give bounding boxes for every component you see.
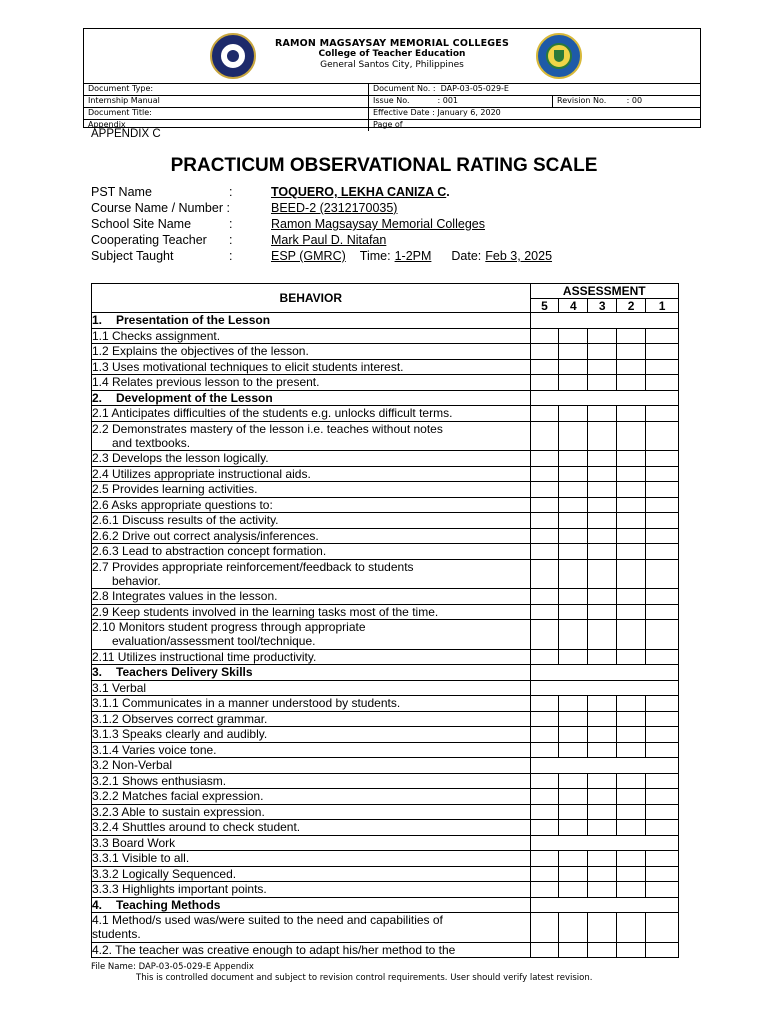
doc-type-value: Internship Manual <box>84 96 369 108</box>
rating-cell-2[interactable] <box>617 604 646 620</box>
rating-cell-4[interactable] <box>559 649 588 665</box>
rating-cell-1[interactable] <box>646 789 679 805</box>
rating-cell-5[interactable] <box>530 544 559 560</box>
rating-cell-4[interactable] <box>559 421 588 451</box>
scale-3-header: 3 <box>588 299 617 313</box>
rating-cell-3[interactable] <box>588 497 617 513</box>
subject-label: Subject Taught <box>91 249 174 263</box>
scale-2-header: 2 <box>617 299 646 313</box>
rating-cell-1[interactable] <box>646 451 679 467</box>
rating-cell-2[interactable] <box>617 913 646 943</box>
subsection-row: 3.3 Board Work <box>92 835 679 851</box>
scale-5-header: 5 <box>530 299 559 313</box>
rating-cell-3[interactable] <box>588 359 617 375</box>
section-title: Presentation of the Lesson <box>116 313 271 327</box>
section-title: Teachers Delivery Skills <box>116 665 253 679</box>
table-row: 3.2.4 Shuttles around to check student. <box>92 820 679 836</box>
rating-cell-1[interactable] <box>646 942 679 958</box>
course-value: BEED-2 (2312170035) <box>271 201 398 215</box>
effective-date-value: : January 6, 2020 <box>432 108 501 117</box>
rating-cell-5[interactable] <box>530 727 559 743</box>
rating-cell-3[interactable] <box>588 451 617 467</box>
rating-cell-2[interactable] <box>617 559 646 589</box>
date-label: Date: <box>451 249 482 263</box>
subsection-row: 3.1 Verbal <box>92 680 679 696</box>
course-label: Course Name / Number : <box>91 201 230 215</box>
rating-cell-5[interactable] <box>530 804 559 820</box>
course-row <box>91 200 552 216</box>
revision-cell: Revision No. : 00 <box>553 96 701 108</box>
rating-cell-4[interactable] <box>559 742 588 758</box>
rating-cell-2[interactable] <box>617 804 646 820</box>
rating-cell-4[interactable] <box>559 482 588 498</box>
rating-cell-5[interactable] <box>530 820 559 836</box>
rating-cell-2[interactable] <box>617 942 646 958</box>
rating-cell-3[interactable] <box>588 773 617 789</box>
doc-title-label: Document Title: <box>84 108 369 120</box>
rating-cell-3[interactable] <box>588 620 617 650</box>
table-row: 2.4 Utilizes appropriate instructional aids. <box>92 466 679 482</box>
rating-cell-1[interactable] <box>646 851 679 867</box>
rating-cell-2[interactable] <box>617 696 646 712</box>
rating-cell-3[interactable] <box>588 711 617 727</box>
table-row: 4.2. The teacher was creative enough to adapt his/her method to the <box>92 942 679 958</box>
rating-cell-2[interactable] <box>617 649 646 665</box>
rating-cell-4[interactable] <box>559 544 588 560</box>
rating-cell-3[interactable] <box>588 804 617 820</box>
rating-cell-4[interactable] <box>559 942 588 958</box>
rating-cell-5[interactable] <box>530 789 559 805</box>
rating-cell-4[interactable] <box>559 375 588 391</box>
rating-cell-2[interactable] <box>617 620 646 650</box>
rating-cell-5[interactable] <box>530 528 559 544</box>
rating-cell-2[interactable] <box>617 789 646 805</box>
rating-cell-4[interactable] <box>559 513 588 529</box>
pst-name-value: TOQUERO, LEKHA CANIZA C. <box>271 185 450 199</box>
effective-date-cell: Effective Date : January 6, 2020 <box>369 108 701 120</box>
rating-cell-2[interactable] <box>617 497 646 513</box>
rating-cell-4[interactable] <box>559 727 588 743</box>
appendix-label: APPENDIX C <box>91 128 161 140</box>
rating-cell-1[interactable] <box>646 497 679 513</box>
subject-value: ESP (GMRC) <box>271 249 346 263</box>
rating-cell-3[interactable] <box>588 328 617 344</box>
rating-cell-2[interactable] <box>617 589 646 605</box>
rating-cell-3[interactable] <box>588 696 617 712</box>
rating-cell-4[interactable] <box>559 866 588 882</box>
rating-cell-3[interactable] <box>588 851 617 867</box>
rating-cell-5[interactable] <box>530 328 559 344</box>
rating-cell-5[interactable] <box>530 711 559 727</box>
rating-cell-1[interactable] <box>646 882 679 898</box>
issue-cell: Issue No. : 001 <box>369 96 553 108</box>
rating-cell-1[interactable] <box>646 375 679 391</box>
rating-cell-1[interactable] <box>646 466 679 482</box>
rating-cell-4[interactable] <box>559 773 588 789</box>
rating-cell-3[interactable] <box>588 727 617 743</box>
rating-cell-4[interactable] <box>559 559 588 589</box>
table-row: 2.9 Keep students involved in the learning tasks most of the time. <box>92 604 679 620</box>
rating-cell-1[interactable] <box>646 406 679 422</box>
table-row: 3.2.3 Able to sustain expression. <box>92 804 679 820</box>
rating-cell-4[interactable] <box>559 344 588 360</box>
rating-cell-2[interactable] <box>617 451 646 467</box>
rating-cell-5[interactable] <box>530 942 559 958</box>
doc-title-value: Appendix <box>84 120 369 132</box>
rating-cell-1[interactable] <box>646 804 679 820</box>
page-title: PRACTICUM OBSERVATIONAL RATING SCALE <box>170 155 598 176</box>
document-meta-table <box>84 84 700 131</box>
scale-1-header: 1 <box>646 299 679 313</box>
rating-cell-4[interactable] <box>559 820 588 836</box>
school-row: School Site Name : Ramon Magsaysay Memorial Colleges <box>91 217 485 231</box>
institution-text <box>84 38 700 71</box>
rating-cell-5[interactable] <box>530 604 559 620</box>
rating-cell-2[interactable] <box>617 882 646 898</box>
rating-cell-3[interactable] <box>588 942 617 958</box>
rating-cell-2[interactable] <box>617 421 646 451</box>
table-row: 3.2.2 Matches facial expression. <box>92 789 679 805</box>
table-row: 2.6.3 Lead to abstraction concept formation. <box>92 544 679 560</box>
rating-cell-1[interactable] <box>646 773 679 789</box>
section-title: Teaching Methods <box>116 897 221 912</box>
rating-cell-2[interactable] <box>617 375 646 391</box>
rating-cell-3[interactable] <box>588 866 617 882</box>
revision-value: : 00 <box>626 96 643 105</box>
rating-cell-3[interactable] <box>588 742 617 758</box>
rating-cell-2[interactable] <box>617 344 646 360</box>
rating-cell-1[interactable] <box>646 620 679 650</box>
table-row: 2.6.1 Discuss results of the activity. <box>92 513 679 529</box>
table-row: 3.3.3 Highlights important points. <box>92 882 679 898</box>
rating-cell-2[interactable] <box>617 328 646 344</box>
rating-cell-3[interactable] <box>588 559 617 589</box>
rating-cell-5[interactable] <box>530 421 559 451</box>
rating-cell-3[interactable] <box>588 589 617 605</box>
rating-cell-4[interactable] <box>559 789 588 805</box>
table-row: 2.3 Develops the lesson logically. <box>92 451 679 467</box>
rating-cell-3[interactable] <box>588 406 617 422</box>
rating-cell-4[interactable] <box>559 328 588 344</box>
rating-cell-1[interactable] <box>646 544 679 560</box>
table-row: 2.2 Demonstrates mastery of the lesson i.e. teaches without notes and textbooks. <box>92 421 679 451</box>
rating-cell-4[interactable] <box>559 589 588 605</box>
rating-cell-2[interactable] <box>617 773 646 789</box>
table-row: 2.8 Integrates values in the lesson. <box>92 589 679 605</box>
section-row: 3. Teachers Delivery Skills <box>92 665 679 681</box>
rating-cell-4[interactable] <box>559 497 588 513</box>
rating-cell-1[interactable] <box>646 604 679 620</box>
table-row: 1.1 Checks assignment. <box>92 328 679 344</box>
coop-teacher-row: Cooperating Teacher : Mark Paul D. Nitafan <box>91 233 387 247</box>
rating-cell-4[interactable] <box>559 528 588 544</box>
rating-cell-1[interactable] <box>646 328 679 344</box>
rating-cell-2[interactable] <box>617 544 646 560</box>
rating-cell-1[interactable] <box>646 742 679 758</box>
rating-cell-2[interactable] <box>617 482 646 498</box>
table-row: 3.1.4 Varies voice tone. <box>92 742 679 758</box>
page-of-cell: Page of <box>369 120 701 132</box>
section-title: Development of the Lesson <box>116 390 273 405</box>
rating-cell-1[interactable] <box>646 820 679 836</box>
rating-cell-5[interactable] <box>530 559 559 589</box>
rating-cell-1[interactable] <box>646 727 679 743</box>
table-row: 3.3.2 Logically Sequenced. <box>92 866 679 882</box>
rating-cell-4[interactable] <box>559 466 588 482</box>
rating-cell-3[interactable] <box>588 913 617 943</box>
rating-cell-4[interactable] <box>559 696 588 712</box>
rating-cell-5[interactable] <box>530 620 559 650</box>
subsection-row: 3.2 Non-Verbal <box>92 758 679 774</box>
behavior-header: BEHAVIOR <box>92 284 531 313</box>
rating-cell-2[interactable] <box>617 528 646 544</box>
rating-cell-3[interactable] <box>588 375 617 391</box>
rating-cell-4[interactable] <box>559 913 588 943</box>
rating-cell-5[interactable] <box>530 451 559 467</box>
rating-cell-5[interactable] <box>530 589 559 605</box>
table-row: 3.1.1 Communicates in a manner understood by students. <box>92 696 679 712</box>
rating-cell-3[interactable] <box>588 604 617 620</box>
section-row: 4. Teaching Methods <box>92 897 679 913</box>
rating-cell-5[interactable] <box>530 866 559 882</box>
table-row: 3.3.1 Visible to all. <box>92 851 679 867</box>
rating-cell-4[interactable] <box>559 406 588 422</box>
rating-cell-4[interactable] <box>559 711 588 727</box>
college-name: College of Teacher Education <box>318 49 466 59</box>
rating-cell-1[interactable] <box>646 866 679 882</box>
rating-cell-3[interactable] <box>588 421 617 451</box>
rating-cell-4[interactable] <box>559 604 588 620</box>
scale-4-header: 4 <box>559 299 588 313</box>
rating-cell-3[interactable] <box>588 649 617 665</box>
table-row: 1.2 Explains the objectives of the lesson. <box>92 344 679 360</box>
rating-cell-2[interactable] <box>617 742 646 758</box>
rating-cell-4[interactable] <box>559 851 588 867</box>
rating-cell-1[interactable] <box>646 359 679 375</box>
table-row: 1.4 Relates previous lesson to the present. <box>92 375 679 391</box>
section-row: 1. Presentation of the Lesson <box>92 313 679 329</box>
rating-cell-1[interactable] <box>646 482 679 498</box>
rating-cell-1[interactable] <box>646 528 679 544</box>
table-row: 2.11 Utilizes instructional time productivity. <box>92 649 679 665</box>
rating-cell-1[interactable] <box>646 649 679 665</box>
rating-cell-1[interactable] <box>646 421 679 451</box>
rating-cell-3[interactable] <box>588 528 617 544</box>
rating-cell-1[interactable] <box>646 913 679 943</box>
date-value: Feb 3, 2025 <box>485 249 553 263</box>
rating-cell-5[interactable] <box>530 375 559 391</box>
rating-cell-5[interactable] <box>530 497 559 513</box>
coop-teacher-label: Cooperating Teacher <box>91 233 207 247</box>
rating-cell-2[interactable] <box>617 466 646 482</box>
rating-cell-5[interactable] <box>530 742 559 758</box>
time-label: Time: <box>359 249 391 263</box>
table-row: 3.2.1 Shows enthusiasm. <box>92 773 679 789</box>
rating-cell-4[interactable] <box>559 804 588 820</box>
rating-cell-2[interactable] <box>617 727 646 743</box>
rating-cell-5[interactable] <box>530 359 559 375</box>
rating-cell-2[interactable] <box>617 513 646 529</box>
rating-cell-1[interactable] <box>646 513 679 529</box>
rating-cell-5[interactable] <box>530 882 559 898</box>
rating-cell-4[interactable] <box>559 620 588 650</box>
rating-cell-1[interactable] <box>646 696 679 712</box>
document-footer <box>91 962 592 983</box>
rating-cell-5[interactable] <box>530 466 559 482</box>
doc-type-label: Document Type: <box>84 84 369 96</box>
rating-cell-5[interactable] <box>530 851 559 867</box>
rating-cell-5[interactable] <box>530 513 559 529</box>
rating-cell-3[interactable] <box>588 820 617 836</box>
rating-scale-table <box>91 283 679 958</box>
table-row: 3.1.2 Observes correct grammar. <box>92 711 679 727</box>
pst-name-label: PST Name <box>91 185 152 199</box>
rating-cell-2[interactable] <box>617 851 646 867</box>
table-row: 3.1.3 Speaks clearly and audibly. <box>92 727 679 743</box>
footer-file-name: File Name: DAP-03-05-029-E Appendix <box>91 962 254 972</box>
institution-banner <box>84 29 700 84</box>
rating-cell-5[interactable] <box>530 649 559 665</box>
time-value: 1-2PM <box>394 249 432 263</box>
table-row: 2.6.2 Drive out correct analysis/inferences. <box>92 528 679 544</box>
table-row: 2.5 Provides learning activities. <box>92 482 679 498</box>
subject-row: Subject Taught : ESP (GMRC) Time: 1-2PM Date: Feb 3, 2025 <box>91 249 553 263</box>
rating-cell-1[interactable] <box>646 344 679 360</box>
rating-cell-3[interactable] <box>588 882 617 898</box>
table-row: 2.7 Provides appropriate reinforcement/feedback to students behavior. <box>92 559 679 589</box>
department-seal-logo <box>536 33 582 79</box>
rating-cell-3[interactable] <box>588 789 617 805</box>
rating-cell-3[interactable] <box>588 544 617 560</box>
observation-info <box>91 184 552 264</box>
rating-cell-5[interactable] <box>530 406 559 422</box>
doc-number-value: DAP-03-05-029-E <box>440 84 509 93</box>
rating-cell-3[interactable] <box>588 513 617 529</box>
rating-cell-2[interactable] <box>617 406 646 422</box>
rating-cell-5[interactable] <box>530 773 559 789</box>
rating-cell-1[interactable] <box>646 711 679 727</box>
rating-cell-1[interactable] <box>646 559 679 589</box>
school-value: Ramon Magsaysay Memorial Colleges <box>271 217 485 231</box>
table-row: 2.6 Asks appropriate questions to: <box>92 497 679 513</box>
institution-location: General Santos City, Philippines <box>320 60 464 70</box>
section-row: 2. Development of the Lesson <box>92 390 679 406</box>
table-row: 1.3 Uses motivational techniques to elicit students interest. <box>92 359 679 375</box>
table-row: 2.10 Monitors student progress through appropriate evaluation/assessment tool/technique. <box>92 620 679 650</box>
rating-cell-3[interactable] <box>588 344 617 360</box>
rating-cell-2[interactable] <box>617 711 646 727</box>
rating-cell-5[interactable] <box>530 913 559 943</box>
rating-cell-2[interactable] <box>617 359 646 375</box>
table-row: 4.1 Method/s used was/were suited to the need and capabilities of students. <box>92 913 679 943</box>
rating-cell-3[interactable] <box>588 482 617 498</box>
coop-teacher-value: Mark Paul D. Nitafan <box>271 233 387 247</box>
table-row: 2.1 Anticipates difficulties of the students e.g. unlocks difficult terms. <box>92 406 679 422</box>
rating-cell-4[interactable] <box>559 451 588 467</box>
doc-number-cell: Document No. : DAP-03-05-029-E <box>369 84 701 96</box>
school-label: School Site Name <box>91 217 192 231</box>
rating-cell-5[interactable] <box>530 344 559 360</box>
rating-cell-2[interactable] <box>617 820 646 836</box>
rating-cell-4[interactable] <box>559 882 588 898</box>
document-header <box>83 28 701 128</box>
pst-name-row: PST Name : TOQUERO, LEKHA CANIZA C. <box>91 185 450 199</box>
rating-cell-5[interactable] <box>530 482 559 498</box>
rating-cell-5[interactable] <box>530 696 559 712</box>
rating-cell-3[interactable] <box>588 466 617 482</box>
footer-notice: This is controlled document and subject to revision control requirements. User should verify latest revision. <box>136 972 593 983</box>
institution-name: RAMON MAGSAYSAY MEMORIAL COLLEGES <box>274 38 510 49</box>
rating-cell-1[interactable] <box>646 589 679 605</box>
rating-cell-2[interactable] <box>617 866 646 882</box>
assessment-header: ASSESSMENT <box>530 284 678 299</box>
rating-cell-4[interactable] <box>559 359 588 375</box>
issue-value: : 001 <box>437 96 459 105</box>
